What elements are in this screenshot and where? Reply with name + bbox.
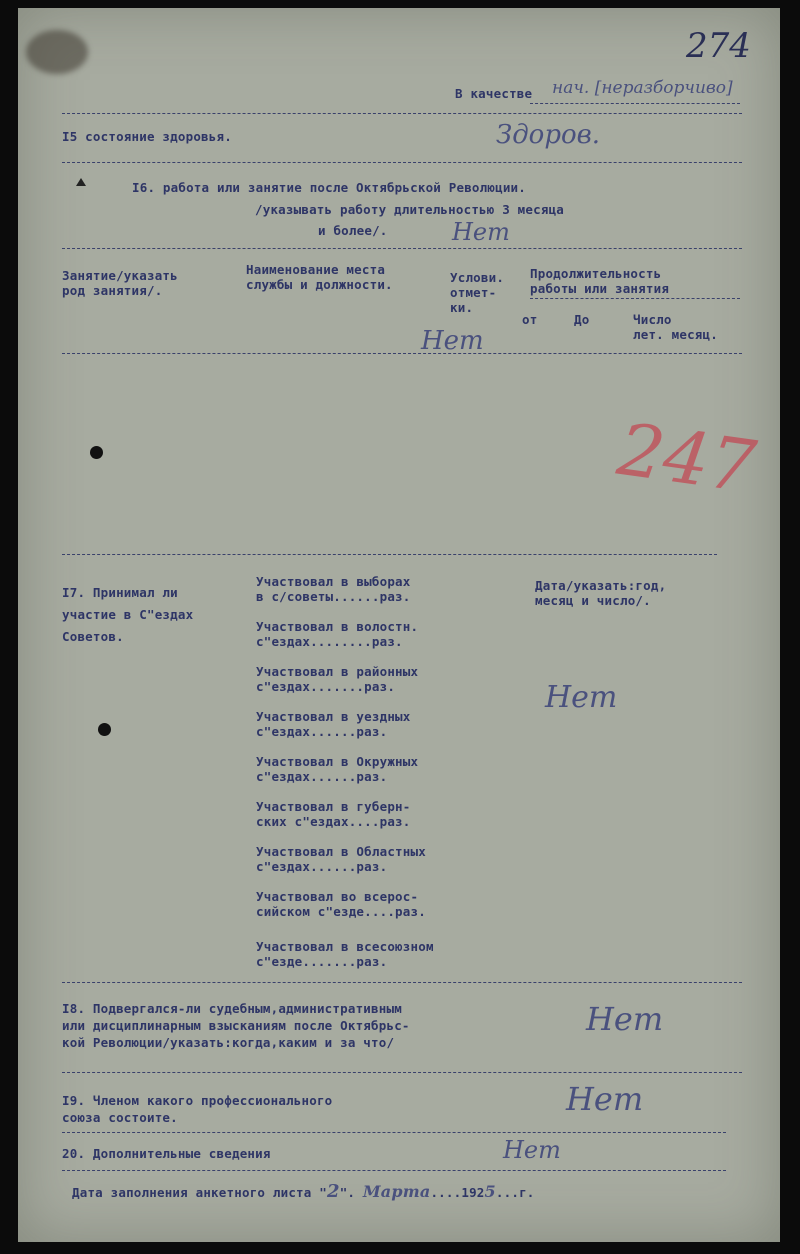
q17-note: Дата/указать:год, месяц и число/. [535,578,667,608]
q16-subtitle: /указывать работу длительностью 3 месяца [255,202,565,217]
punch-hole [90,446,103,459]
table-value: Нет [421,326,484,356]
divider [62,353,742,354]
col-count: Число лет. месяц. [633,312,718,342]
footer-day: 2 [326,1181,340,1202]
divider [62,554,717,555]
divider [62,113,742,114]
footer-month: Марта [362,1182,431,1201]
q16-title: I6. работа или занятие после Октябрьской Революции. [132,180,527,195]
q17-item: Участвовал в Окружных с"ездах......раз. [256,754,419,784]
q16-value: Нет [452,218,510,246]
stain-mark [26,30,88,74]
q17-item: Участвовал в Областных с"ездах......раз. [256,844,426,874]
divider [530,103,740,104]
q19-label: I9. Членом какого профессионального союза состоите. [62,1093,333,1125]
col-duration: Продолжительность работы или занятия [530,266,670,296]
q15-label: I5 состояние здоровья. [62,129,232,144]
q18-label: I8. Подвергался-ли судебным,административным или дисциплинарным взысканиям после Октябрьс- кой Революции/указать:когда,каким и за что/ [62,1001,410,1050]
q17-item: Участвовал в всесоюзном с"езде.......раз. [256,939,434,969]
footer-suffix: г. [519,1185,535,1200]
col-from: от [522,312,538,327]
q17-value: Нет [545,680,618,715]
divider [62,1170,726,1171]
divider [62,248,742,249]
divider [62,1072,742,1073]
header-label: В качестве [455,86,533,101]
q19-value: Нет [566,1080,644,1118]
q16-subtitle-2: и более/. [318,223,388,238]
q17-item: Участвовал в районных с"ездах.......раз. [256,664,419,694]
q17-item: Участвовал в губерн- ских с"ездах....раз. [256,799,411,829]
divider [62,982,742,983]
page-number: 274 [686,26,751,66]
archive-number: 247 [612,406,761,510]
q17-item: Участвовал во всерос- сийском с"езде....раз. [256,889,426,919]
q20-label: 20. Дополнительные сведения [62,1146,271,1161]
document-page [18,8,780,1242]
q18-value: Нет [586,1000,664,1038]
col-conditions: Услови. отмет- ки. [450,270,505,315]
q17-item: Участвовал в выборах в с/советы......раз. [256,574,411,604]
col-to: До [574,312,590,327]
q20-value: Нет [503,1136,561,1164]
header-value: нач. [неразборчиво] [552,78,733,98]
q17-item: Участвовал в уездных с"ездах......раз. [256,709,411,739]
col-workplace: Наименование места службы и должности. [246,262,393,292]
punch-hole [98,723,111,736]
divider [530,298,740,299]
footer-text: Дата заполнения анкетного листа [72,1185,312,1200]
q17-item: Участвовал в волостн. с"ездах........раз. [256,619,419,649]
col-occupation: Занятие/указать род занятия/. [62,268,178,298]
bullet-mark [76,178,86,186]
footer-year-digit: 5 [484,1182,496,1201]
q17-label: I7. Принимал ли участие в С"ездах Советов. [62,585,194,644]
footer-year-prefix: 192 [461,1185,485,1200]
footer-label: Дата заполнения анкетного листа "2". Марта....1925...г. [72,1181,535,1202]
q15-value: Здоров. [496,120,601,150]
divider [62,1132,726,1133]
divider [62,162,742,163]
